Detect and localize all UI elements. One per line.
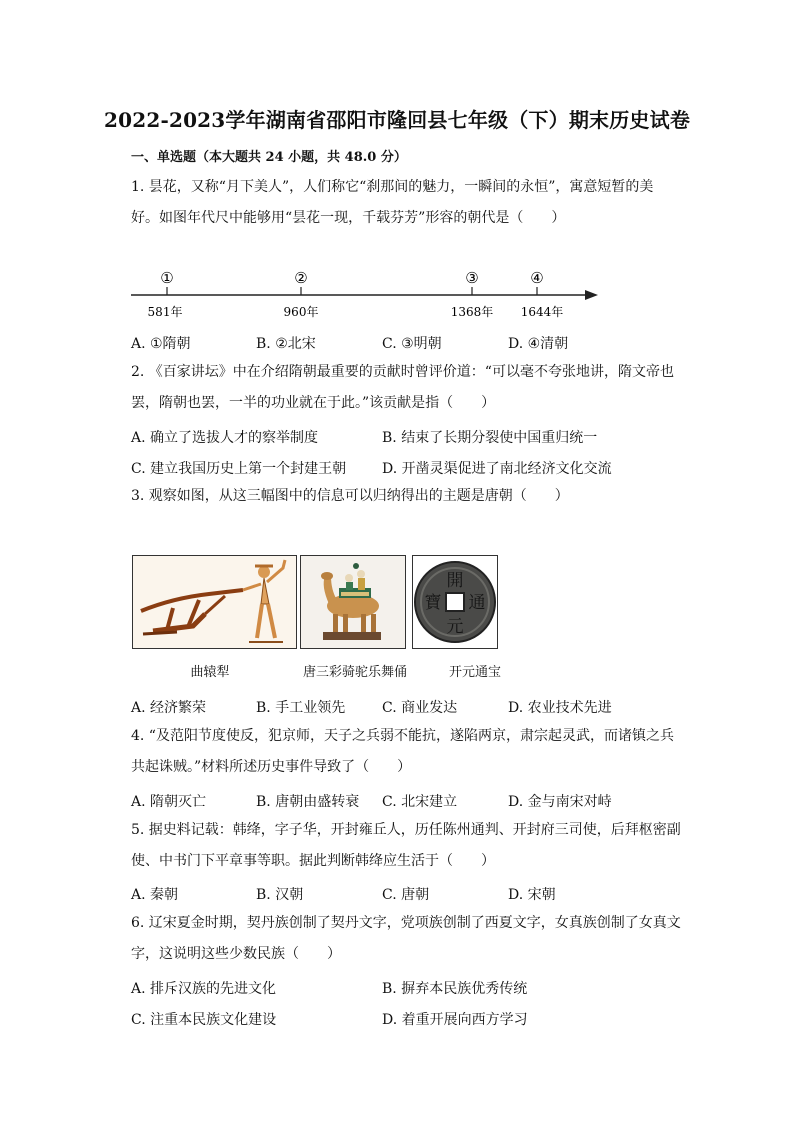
timeline-year-3: 1368年	[450, 305, 494, 319]
section-heading: 一、单选题（本大题共 24 小题，共 48.0 分）	[131, 150, 407, 165]
q5-option-b[interactable]: B. 汉朝	[256, 887, 304, 903]
q4-option-b[interactable]: B. 唐朝由盛转衰	[256, 794, 360, 810]
q6-option-b[interactable]: B. 摒弃本民族优秀传统	[382, 981, 528, 997]
q1-option-b[interactable]: B. ②北宋	[256, 336, 316, 352]
q4-stem-line1: 4. “及范阳节度使反，犯京师，天子之兵弱不能抗，遂陷两京，肃宗起灵武，而诸镇之兵	[131, 728, 674, 744]
q2-stem-line1: 2. 《百家讲坛》中在介绍隋朝最重要的贡献时曾评价道：“可以毫不夸张地讲，隋文帝也	[131, 364, 674, 380]
curved-plough-image	[132, 555, 297, 649]
q2-stem-line2: 罢，隋朝也罢，一半的功业就在于此。”该贡献是指（ ）	[131, 395, 496, 411]
q2-option-a[interactable]: A. 确立了选拔人才的察举制度	[131, 430, 319, 446]
exam-title: 2022-2023学年湖南省邵阳市隆回县七年级（下）期末历史试卷	[103, 108, 691, 132]
q2-option-b[interactable]: B. 结束了长期分裂使中国重归统一	[382, 430, 598, 446]
caption-camel-figurine: 唐三彩骑驼乐舞俑	[302, 665, 407, 680]
q5-stem-line2: 使、中书门下平章事等职。据此判断韩绛应生活于（ ）	[131, 853, 495, 869]
q5-option-a[interactable]: A. 秦朝	[131, 887, 179, 903]
q2-option-d[interactable]: D. 开凿灵渠促进了南北经济文化交流	[382, 461, 612, 477]
q5-option-c[interactable]: C. 唐朝	[382, 887, 430, 903]
timeline-year-1: 581年	[147, 305, 183, 319]
q3-option-d[interactable]: D. 农业技术先进	[508, 700, 612, 716]
q5-stem-line1: 5. 据史料记载：韩绛，字子华，开封雍丘人，历任陈州通判、开封府三司使，后拜枢密副	[131, 822, 681, 838]
coin-char-top: 開	[446, 571, 464, 591]
coin-char-left: 寶	[424, 593, 442, 613]
q1-stem-line2: 好。如图年代尺中能够用“昙花一现，千载芬芳”形容的朝代是（ ）	[131, 210, 566, 226]
q1-stem-line1: 1. 昙花，又称“月下美人”，人们称它“刹那间的魅力，一瞬间的永恒”，寓意短暂的美	[131, 179, 654, 195]
q6-stem-line2: 字，这说明这些少数民族（ ）	[131, 946, 341, 962]
q2-option-c[interactable]: C. 建立我国历史上第一个封建王朝	[131, 461, 347, 477]
q5-option-d[interactable]: D. 宋朝	[508, 887, 556, 903]
q3-option-a[interactable]: A. 经济繁荣	[131, 700, 207, 716]
timeline-marker-1: ①	[160, 269, 174, 287]
caption-curved-plough: 曲辕犁	[190, 665, 230, 680]
timeline-marker-4: ④	[530, 269, 544, 287]
q4-stem-line2: 共起诛贼。”材料所述历史事件导致了（ ）	[131, 759, 412, 775]
q1-option-d[interactable]: D. ④清朝	[508, 336, 569, 352]
timeline-marker-3: ③	[465, 269, 479, 287]
q3-option-b[interactable]: B. 手工业领先	[256, 700, 346, 716]
q4-option-d[interactable]: D. 金与南宋对峙	[508, 794, 612, 810]
q1-option-c[interactable]: C. ③明朝	[382, 336, 442, 352]
q3-option-c[interactable]: C. 商业发达	[382, 700, 458, 716]
q3-stem-line1: 3. 观察如图，从这三幅图中的信息可以归纳得出的主题是唐朝（ ）	[131, 488, 569, 504]
q4-option-c[interactable]: C. 北宋建立	[382, 794, 458, 810]
q4-option-a[interactable]: A. 隋朝灭亡	[131, 794, 207, 810]
kaiyuan-coin-image	[412, 555, 498, 649]
coin-char-bottom: 元	[446, 617, 464, 637]
timeline-year-2: 960年	[283, 305, 319, 319]
camel-figurine-image	[300, 555, 406, 649]
timeline-marker-2: ②	[294, 269, 308, 287]
q6-option-a[interactable]: A. 排斥汉族的先进文化	[131, 981, 277, 997]
timeline-arrow-icon	[585, 290, 598, 300]
q6-option-d[interactable]: D. 着重开展向西方学习	[382, 1012, 528, 1028]
q1-option-a[interactable]: A. ①隋朝	[131, 336, 191, 352]
timeline-year-4: 1644年	[520, 305, 564, 319]
q6-option-c[interactable]: C. 注重本民族文化建设	[131, 1012, 277, 1028]
caption-kaiyuan-coin: 开元通宝	[448, 665, 501, 680]
coin-char-right: 通	[468, 593, 486, 613]
q6-stem-line1: 6. 辽宋夏金时期，契丹族创制了契丹文字，党项族创制了西夏文字，女真族创制了女真文	[131, 915, 681, 931]
